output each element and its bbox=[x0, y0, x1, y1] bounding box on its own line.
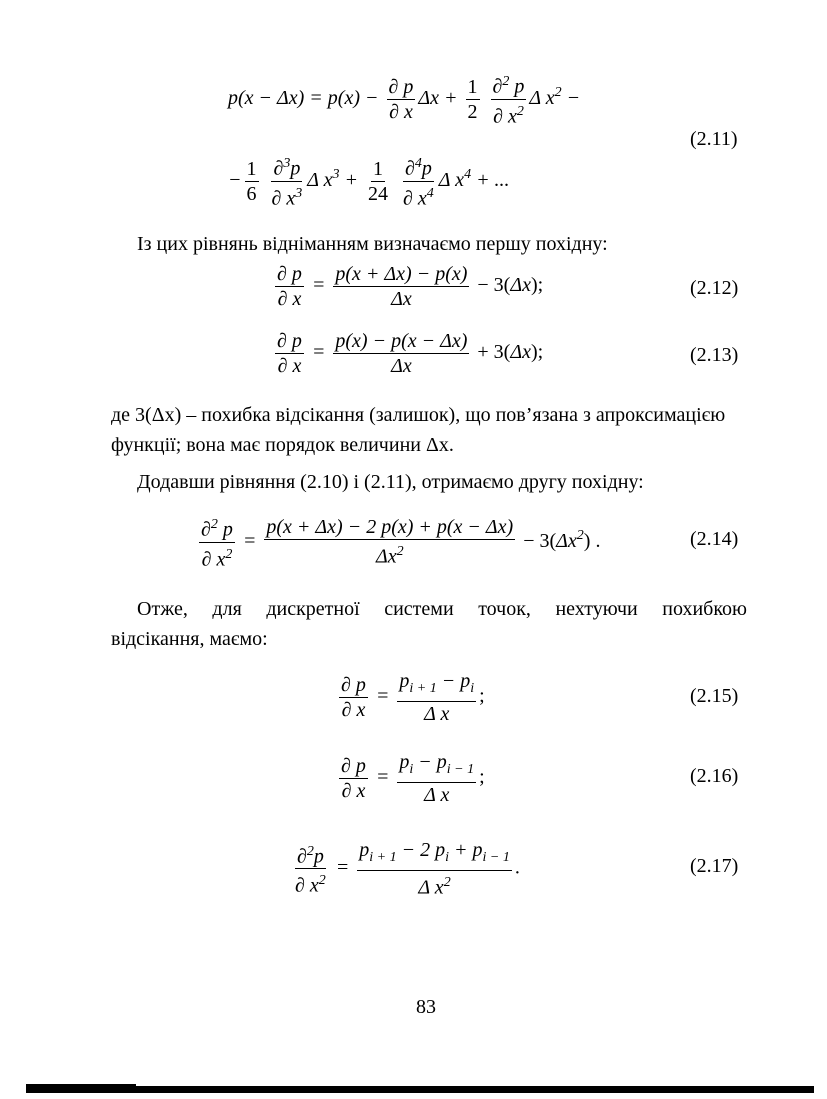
page-number: 83 bbox=[416, 996, 436, 1018]
equation-2-11-line1: p(x − Δx) = p(x) − $\frac{\partial p}{\partial x}$ Δx + $\frac{1}{2}$ $\frac{\partial^2 p}{\partial x^2}$ Δ $x^2$ − bbox=[228, 70, 580, 128]
equation-number-2-13: (2.13) bbox=[690, 344, 739, 366]
equation-2-13: $\frac{\partial p}{\partial x}$ = $\frac{p(x) - p(x - \Delta x)}{\Delta x}$ + 3(Δx); bbox=[277, 330, 544, 377]
paragraph-discrete-system-line2: відсікання, маємо: bbox=[111, 628, 268, 650]
paragraph-first-derivative: Із цих рівнянь відніманням визначаємо першу похідну: bbox=[137, 233, 608, 255]
equation-number-2-14: (2.14) bbox=[690, 528, 739, 550]
equation-2-12: $\frac{\partial p}{\partial x}$ = $\frac{p(x + \Delta x) - p(x)}{\Delta x}$ − 3(Δx); bbox=[277, 263, 544, 310]
paragraph-truncation-error-line1: де 3(Δx) – похибка відсікання (залишок), що пов’язана з апроксимацією bbox=[111, 404, 726, 426]
equation-2-15: $\frac{\partial p}{\partial x}$ = $\frac{p_{i + 1} - p_i}{\text{Δ x}}$ ; bbox=[341, 670, 485, 725]
bottom-rule bbox=[26, 1086, 814, 1093]
equation-number-2-15: (2.15) bbox=[690, 685, 739, 707]
paragraph-truncation-error-line2: функції; вона має порядок величини Δx. bbox=[111, 434, 454, 456]
equation-2-11-line2: − $\frac{1}{6}$ $\frac{\partial^3p}{\partial x^3}$ Δ $x^3$ + $\frac{1}{24}$ $\frac{\partial^4p}{\partial x^4}$ Δ $x^4$ + ... bbox=[228, 152, 510, 210]
equation-number-2-17: (2.17) bbox=[690, 855, 739, 877]
equation-2-14: $\frac{\partial^2 p}{\partial x^2}$ = $\frac{p(x + \Delta x) - 2 p(x) + p(x - \Delta x)}{\Delta x^2}$ − $3(\Delta x^2)$ . bbox=[196, 513, 600, 571]
equation-number-2-12: (2.12) bbox=[690, 277, 739, 299]
equation-number-2-16: (2.16) bbox=[690, 765, 739, 787]
equation-2-16: $\frac{\partial p}{\partial x}$ = $\frac{p_i - p_{i - 1}}{\text{Δ x}}$ ; bbox=[341, 751, 485, 806]
paragraph-second-derivative: Додавши рівняння (2.10) і (2.11), отримаємо другу похідну: bbox=[137, 471, 644, 493]
equation-number-2-11: (2.11) bbox=[690, 128, 738, 150]
paragraph-discrete-system-line1: Отже, для дискретної системи точок, нехтуючи похибкою bbox=[137, 598, 747, 620]
equation-2-17: $\frac{\partial^2p}{\partial x^2}$ = $\frac{p_{i + 1} - 2 p_i + p_{i - 1}}{\Delta x^2}$ . bbox=[295, 839, 520, 899]
